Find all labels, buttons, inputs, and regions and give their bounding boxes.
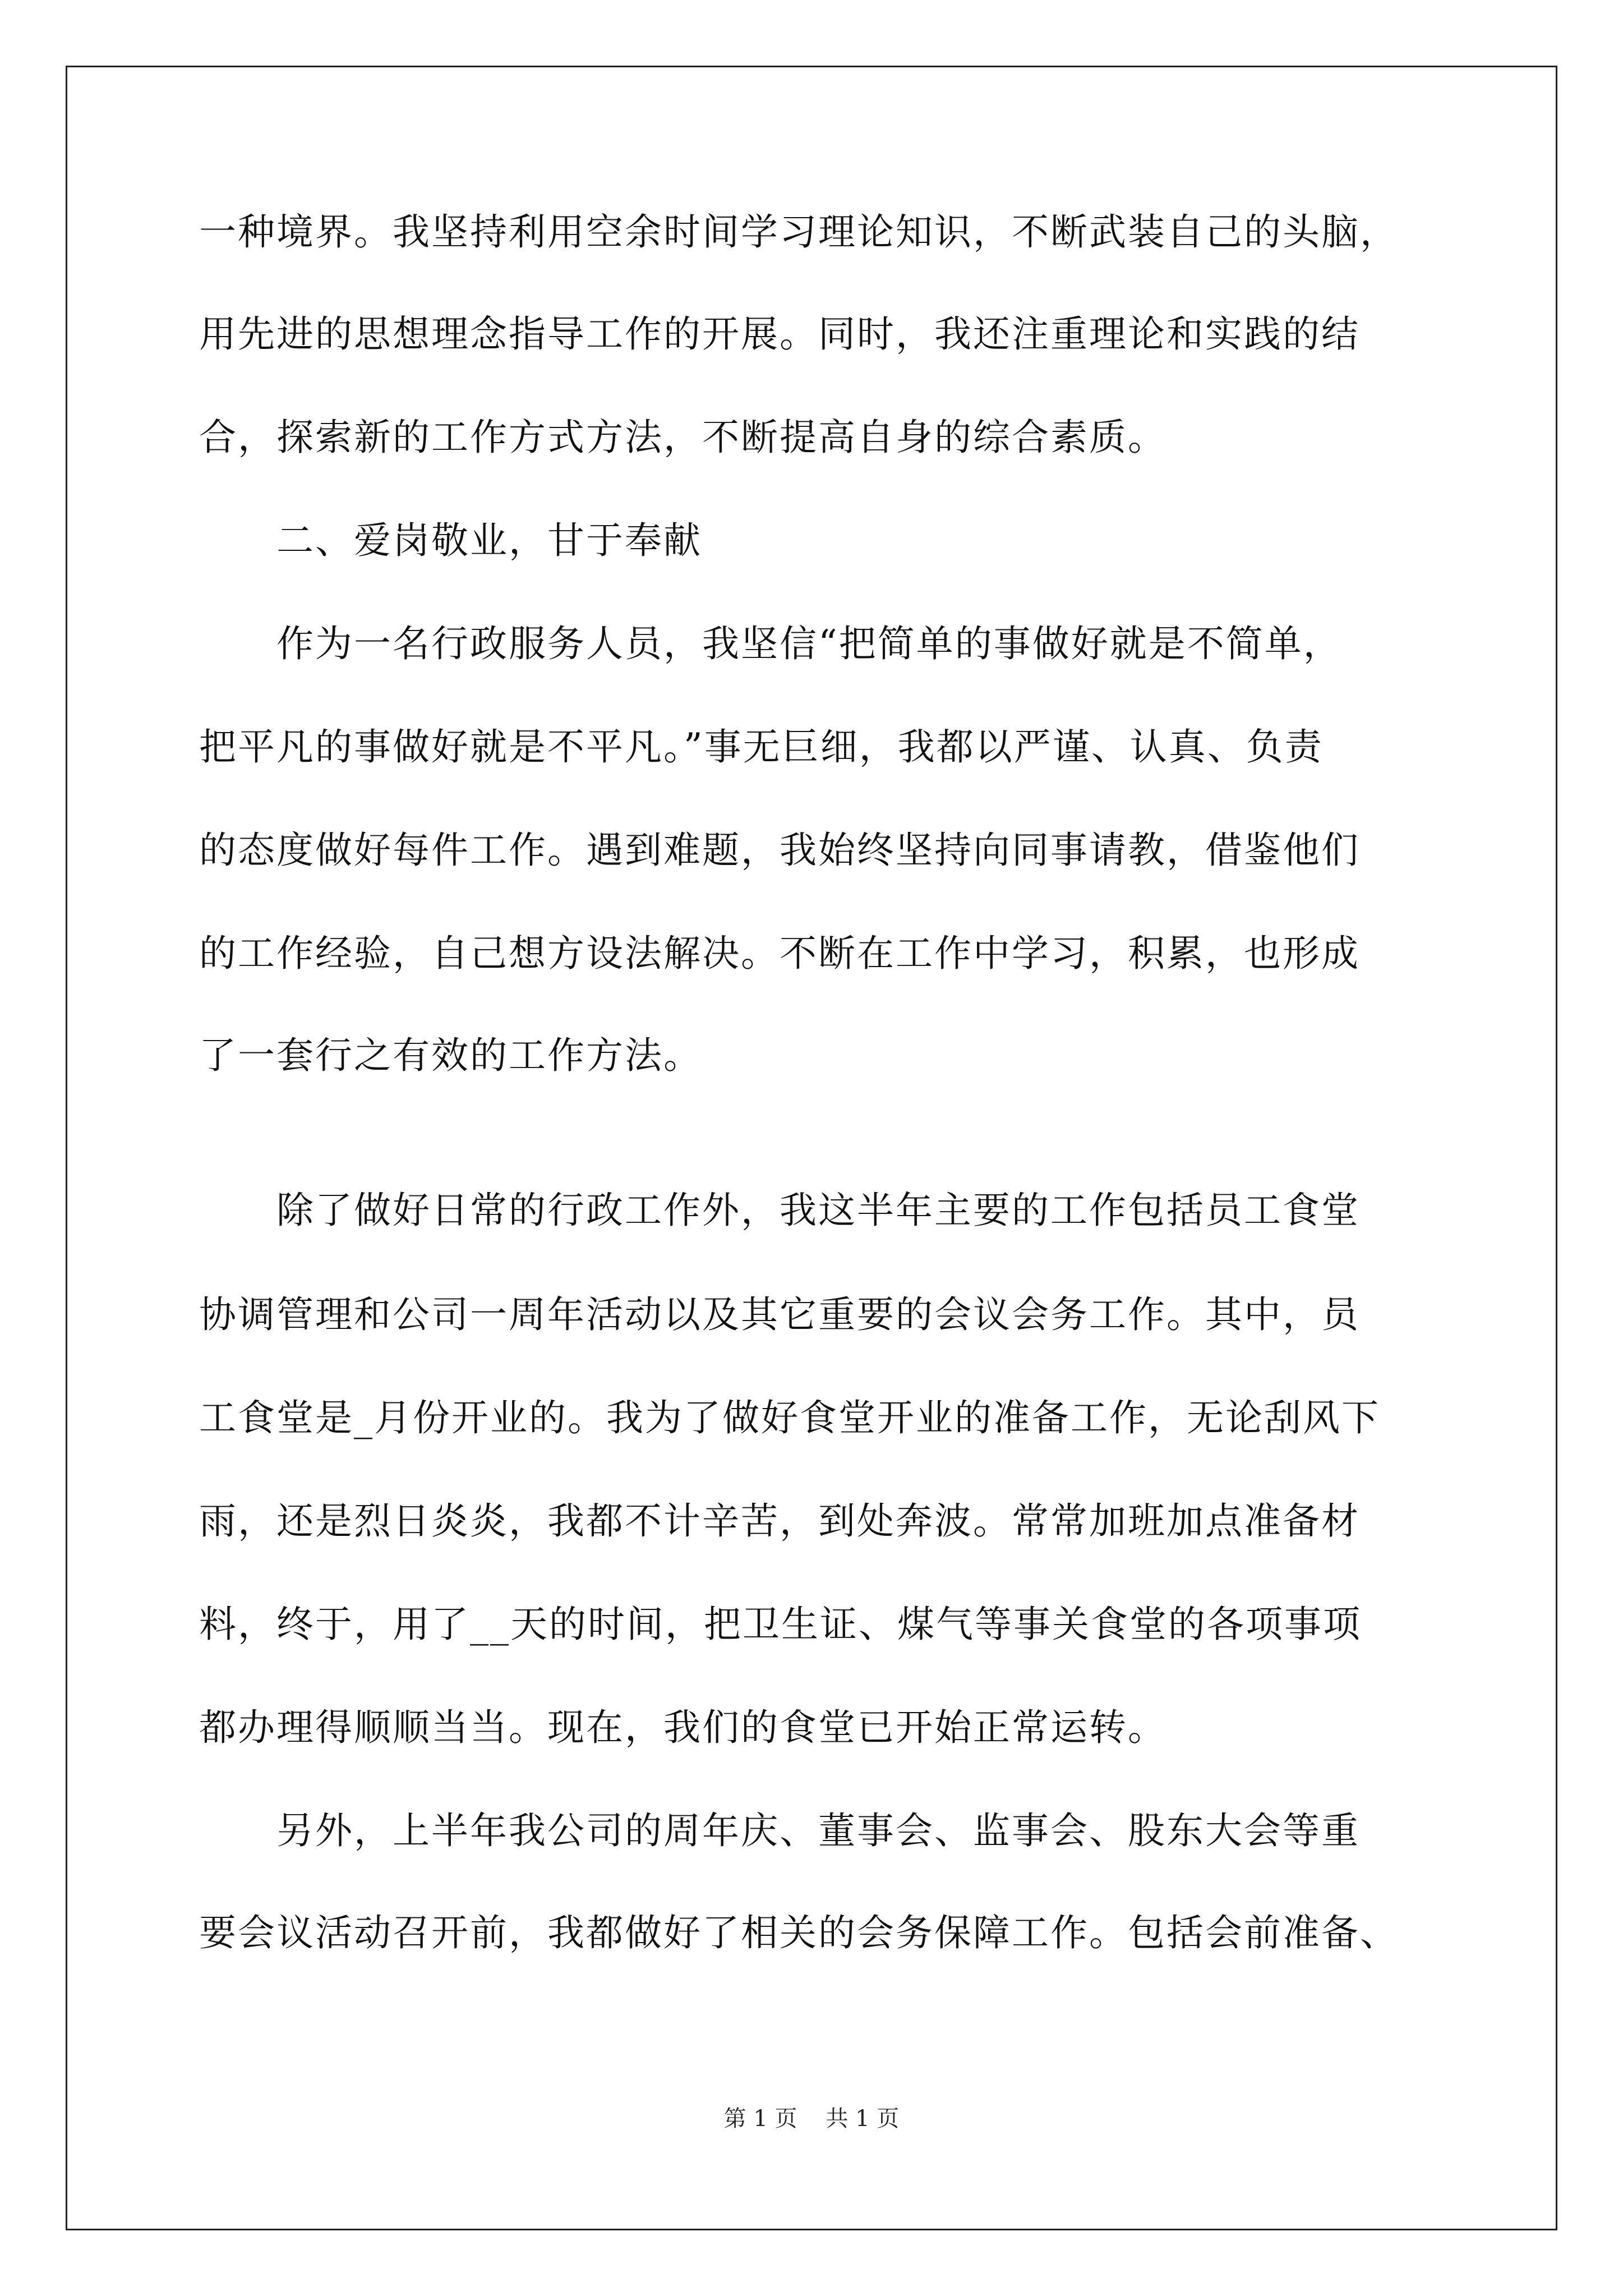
paragraph-line: 一种境界。我坚持利用空余时间学习理论知识，不断武装自己的头脑，	[199, 210, 1399, 254]
paragraph-line: 另外，上半年我公司的周年庆、董事会、监事会、股东大会等重	[199, 1809, 1360, 1852]
page-border	[66, 66, 1557, 2230]
paragraph-line: 的态度做好每件工作。遇到难题，我始终坚持向同事请教，借鉴他们	[199, 829, 1360, 872]
paragraph-line: 要会议活动召开前，我都做好了相关的会务保障工作。包括会前准备、	[199, 1911, 1399, 1954]
paragraph-line: 用先进的思想理念指导工作的开展。同时，我还注重理论和实践的结	[199, 312, 1360, 356]
page-footer	[0, 2101, 1623, 2133]
paragraph-line: 合，探索新的工作方式方法，不断提高自身的综合素质。	[199, 416, 1166, 459]
paragraph-line: 了一套行之有效的工作方法。	[199, 1034, 702, 1077]
section-heading: 二、爱岗敬业，甘于奉献	[199, 519, 702, 562]
paragraph-line: 雨，还是烈日炎炎，我都不计辛苦，到处奔波。常常加班加点准备材	[199, 1499, 1360, 1543]
paragraph-line: 工食堂是_月份开业的。我为了做好食堂开业的准备工作，无论刮风下	[199, 1396, 1380, 1439]
paragraph-line: 除了做好日常的行政工作外，我这半年主要的工作包括员工食堂	[199, 1189, 1360, 1232]
paragraph-line: 作为一名行政服务人员，我坚信“把简单的事做好就是不简单，	[199, 622, 1342, 665]
paragraph-line: 料，终于，用了__天的时间，把卫生证、煤气等事关食堂的各项事项	[199, 1603, 1362, 1646]
paragraph-line: 把平凡的事做好就是不平凡。”事无巨细，我都以严谨、认真、负责	[199, 725, 1324, 769]
page-total: 共 1 页	[826, 2106, 900, 2132]
paragraph-line: 的工作经验，自己想方设法解决。不断在工作中学习，积累，也形成	[199, 932, 1360, 975]
paragraph-line: 协调管理和公司一周年活动以及其它重要的会议会务工作。其中，员	[199, 1293, 1360, 1336]
page-number: 第 1 页	[723, 2106, 797, 2132]
paragraph-line: 都办理得顺顺当当。现在，我们的食堂已开始正常运转。	[199, 1706, 1166, 1749]
